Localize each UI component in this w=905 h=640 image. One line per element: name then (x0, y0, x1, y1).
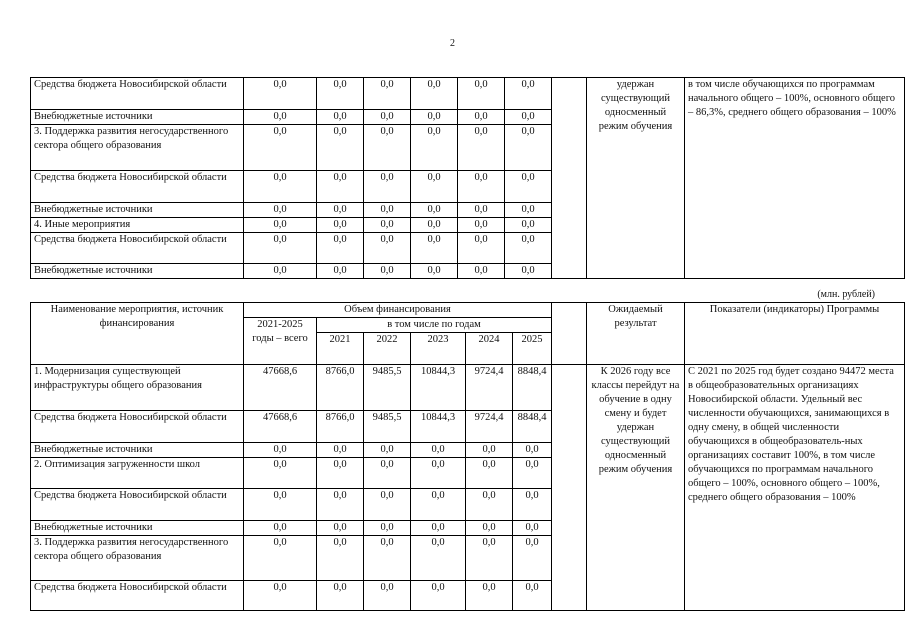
row-value: 0,0 (364, 521, 411, 536)
row-name: 2. Оптимизация загруженности школ (31, 458, 244, 489)
spacer-column (552, 78, 587, 279)
row-value: 0,0 (411, 458, 466, 489)
row-value: 0,0 (458, 218, 505, 233)
row-name: Внебюджетные источники (31, 264, 244, 279)
row-value: 0,0 (364, 171, 411, 203)
row-value: 0,0 (244, 171, 317, 203)
row-value: 0,0 (458, 110, 505, 125)
header-total: 2021-2025 годы – всего (244, 318, 317, 365)
row-value: 0,0 (317, 458, 364, 489)
funding-table (30, 302, 905, 611)
row-name: Средства бюджета Новосибирской области (31, 233, 244, 264)
header-year: 2021 (317, 333, 364, 365)
header-funding: Объем финансирования (244, 303, 552, 318)
row-value: 0,0 (505, 125, 552, 171)
indicators-text: в том числе обучающихся по программам начального общего – 100%, основного общего – 86,3%, среднего общего образования – 100% (685, 78, 905, 279)
row-name: Внебюджетные источники (31, 110, 244, 125)
row-value: 0,0 (513, 489, 552, 521)
row-value: 8766,0 (317, 365, 364, 411)
row-name: Средства бюджета Новосибирской области (31, 581, 244, 611)
row-value: 0,0 (458, 125, 505, 171)
row-name: 3. Поддержка развития негосударственного сектора общего образования (31, 125, 244, 171)
header-by-years: в том числе по годам (317, 318, 552, 333)
row-value: 0,0 (466, 581, 513, 611)
row-value: 0,0 (364, 203, 411, 218)
row-name: 3. Поддержка развития негосударственного сектора общего образования (31, 536, 244, 581)
row-value: 0,0 (411, 233, 458, 264)
row-value: 0,0 (317, 264, 364, 279)
row-value: 0,0 (364, 536, 411, 581)
header-name: Наименование мероприятия, источник финансирования (31, 303, 244, 365)
row-value: 0,0 (411, 264, 458, 279)
spacer-column (552, 365, 587, 611)
row-value: 0,0 (466, 458, 513, 489)
units-label: (млн. рублей) (817, 289, 875, 300)
row-value: 9485,5 (364, 411, 411, 443)
expected-result: К 2026 году все классы перейдут на обучение в одну смену и будет удержан существующий односменный режим обучения (587, 365, 685, 611)
row-value: 0,0 (505, 110, 552, 125)
row-name: Внебюджетные источники (31, 521, 244, 536)
row-value: 0,0 (466, 521, 513, 536)
row-value: 0,0 (317, 218, 364, 233)
row-name: Средства бюджета Новосибирской области (31, 171, 244, 203)
row-value: 0,0 (411, 443, 466, 458)
row-value: 0,0 (244, 78, 317, 110)
row-value: 47668,6 (244, 411, 317, 443)
table-row (31, 78, 905, 110)
spacer-column (552, 303, 587, 365)
indicators-text: С 2021 по 2025 год будет создано 94472 места в общеобразовательных организациях Новосибирской области. Удельный вес численности обучающихся, занимающихся в одну смену, в общей численности обучающихся в общеобразователь-ных организациях составит 100%, в том числе обучающихся по программам начального общего – 100%, основного общего – 100%, среднего общего образования – 100% (685, 365, 905, 611)
row-value: 0,0 (411, 171, 458, 203)
row-value: 0,0 (505, 264, 552, 279)
row-value: 0,0 (364, 233, 411, 264)
row-value: 0,0 (364, 489, 411, 521)
row-value: 0,0 (411, 125, 458, 171)
row-name: 1. Модернизация существующей инфраструктуры общего образования (31, 365, 244, 411)
row-value: 0,0 (317, 110, 364, 125)
row-value: 0,0 (364, 218, 411, 233)
row-value: 0,0 (317, 536, 364, 581)
row-value: 0,0 (244, 203, 317, 218)
row-value: 0,0 (505, 171, 552, 203)
header-year: 2025 (513, 333, 552, 365)
row-name: Средства бюджета Новосибирской области (31, 78, 244, 110)
row-value: 0,0 (244, 110, 317, 125)
row-value: 0,0 (317, 581, 364, 611)
row-value: 0,0 (466, 536, 513, 581)
row-value: 0,0 (244, 458, 317, 489)
row-value: 0,0 (458, 78, 505, 110)
row-value: 0,0 (364, 110, 411, 125)
expected-result: удержан существующий односменный режим обучения (587, 78, 685, 279)
row-value: 0,0 (458, 264, 505, 279)
row-value: 0,0 (317, 521, 364, 536)
header-year: 2022 (364, 333, 411, 365)
row-value: 8766,0 (317, 411, 364, 443)
table-row (31, 365, 905, 411)
row-value: 0,0 (411, 203, 458, 218)
row-value: 8848,4 (513, 411, 552, 443)
row-value: 0,0 (513, 521, 552, 536)
row-value: 0,0 (513, 536, 552, 581)
row-value: 0,0 (466, 443, 513, 458)
row-value: 0,0 (458, 233, 505, 264)
row-value: 9724,4 (466, 411, 513, 443)
row-value: 0,0 (364, 125, 411, 171)
row-value: 0,0 (458, 203, 505, 218)
row-value: 9485,5 (364, 365, 411, 411)
row-value: 0,0 (411, 581, 466, 611)
row-value: 0,0 (505, 233, 552, 264)
row-value: 0,0 (244, 489, 317, 521)
row-value: 0,0 (244, 521, 317, 536)
row-value: 0,0 (411, 218, 458, 233)
row-value: 0,0 (411, 521, 466, 536)
row-value: 0,0 (317, 125, 364, 171)
row-value: 0,0 (244, 233, 317, 264)
row-name: 4. Иные мероприятия (31, 218, 244, 233)
row-value: 47668,6 (244, 365, 317, 411)
row-value: 0,0 (505, 78, 552, 110)
row-value: 8848,4 (513, 365, 552, 411)
row-value: 10844,3 (411, 411, 466, 443)
row-name: Средства бюджета Новосибирской области (31, 411, 244, 443)
row-value: 0,0 (513, 458, 552, 489)
row-value: 0,0 (466, 489, 513, 521)
row-value: 0,0 (244, 264, 317, 279)
row-value: 0,0 (244, 443, 317, 458)
row-value: 9724,4 (466, 365, 513, 411)
row-value: 0,0 (364, 78, 411, 110)
row-value: 0,0 (411, 536, 466, 581)
row-value: 0,0 (244, 218, 317, 233)
row-value: 0,0 (411, 489, 466, 521)
row-value: 0,0 (513, 443, 552, 458)
row-value: 0,0 (244, 125, 317, 171)
row-value: 0,0 (244, 581, 317, 611)
row-value: 0,0 (364, 264, 411, 279)
header-indicators: Показатели (индикаторы) Программы (685, 303, 905, 365)
funding-table-continued (30, 77, 905, 279)
row-value: 0,0 (317, 233, 364, 264)
page-number: 2 (450, 38, 455, 49)
row-value: 0,0 (505, 203, 552, 218)
header-year: 2023 (411, 333, 466, 365)
row-name: Внебюджетные источники (31, 443, 244, 458)
row-value: 0,0 (244, 536, 317, 581)
row-value: 0,0 (317, 171, 364, 203)
row-value: 0,0 (364, 443, 411, 458)
row-value: 0,0 (411, 110, 458, 125)
row-value: 0,0 (317, 489, 364, 521)
row-value: 0,0 (505, 218, 552, 233)
row-value: 0,0 (364, 581, 411, 611)
row-value: 0,0 (364, 458, 411, 489)
row-value: 0,0 (317, 443, 364, 458)
row-name: Средства бюджета Новосибирской области (31, 489, 244, 521)
row-value: 0,0 (458, 171, 505, 203)
row-value: 0,0 (317, 203, 364, 218)
row-name: Внебюджетные источники (31, 203, 244, 218)
header-year: 2024 (466, 333, 513, 365)
header-expected: Ожидаемый результат (587, 303, 685, 365)
row-value: 0,0 (317, 78, 364, 110)
row-value: 0,0 (513, 581, 552, 611)
row-value: 10844,3 (411, 365, 466, 411)
row-value: 0,0 (411, 78, 458, 110)
